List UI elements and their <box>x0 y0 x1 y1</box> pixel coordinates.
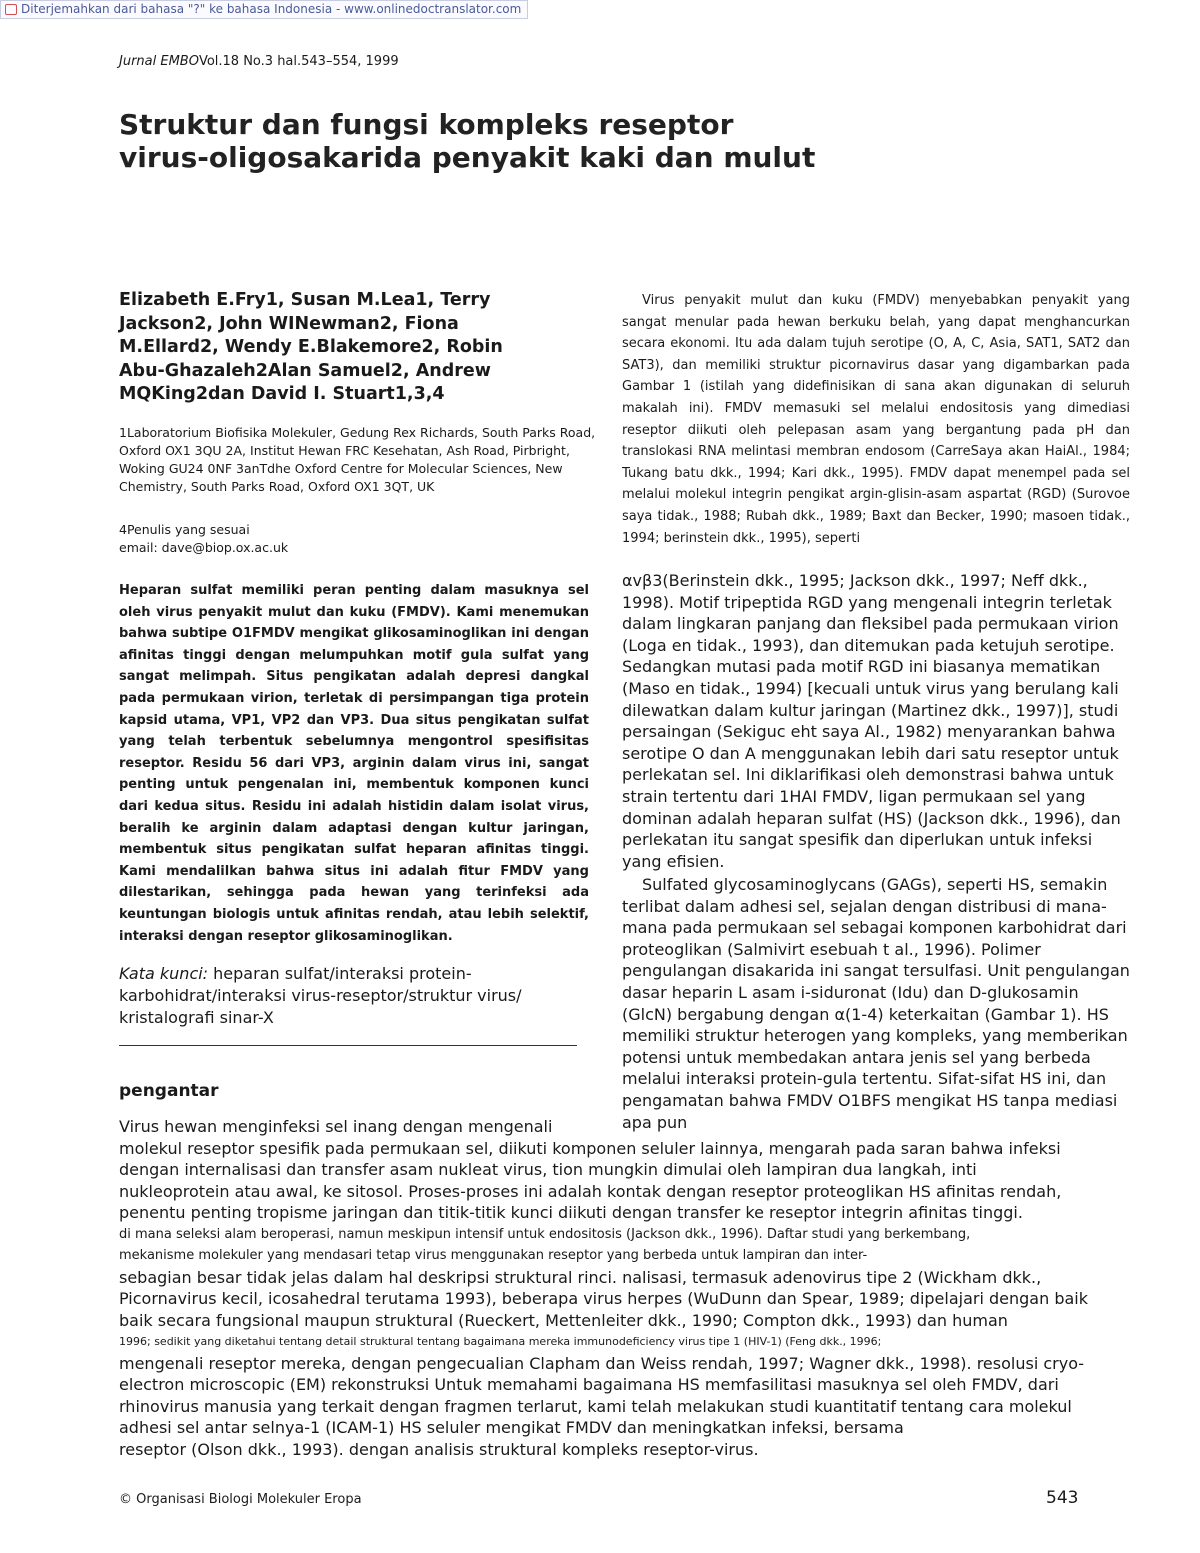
right-column-paragraph-1: Virus penyakit mulut dan kuku (FMDV) menyebabkan penyakit yang sangat menular pada hewan berkuku belah, yang dapat menghancurkan secara ekonomi. Itu ada dalam tujuh serotipe (O, A, C, Asia, SAT1, SAT2 dan SAT3), dan memiliki struktur picornavirus dasar yang digambarkan pada Gambar 1 (istilah yang didefinisikan di sana akan digunakan di seluruh makalah ini). FMDV memasuki sel melalui endositosis yang dimediasi reseptor diikuti oleh pelepasan asam yang bergantung pada pH dan translokasi RNA melintasi membran endosom (CarreSaya akan HaiAl., 1984; Tukang batu dkk., 1994; Kari dkk., 1995). FMDV dapat menempel pada sel melalui molekul integrin pengikat argin-glisin-asam aspartat (RGD) (Surovoe saya tidak., 1988; Rubah dkk., 1989; Baxt dan Becker, 1990; masoen tidak., 1994; berinstein dkk., 1995), seperti <box>622 293 1130 546</box>
journal-name: Jurnal EMBO <box>119 54 199 69</box>
keywords-label: Kata kunci: <box>119 964 209 983</box>
page-number: 543 <box>1046 1488 1079 1508</box>
abstract: Heparan sulfat memiliki peran penting dalam masuknya sel oleh virus penyakit mulut dan kuku (FMDV). Kami menemukan bahwa subtipe O1FMDV mengikat glikosaminoglikan ini dengan afinitas tinggi dengan melumpuhkan motif gula sulfat yang sangat melimpah. Situs pengikatan adalah depresi dangkal pada permukaan virion, terletak di persimpangan tiga protein kapsid utama, VP1, VP2 dan VP3. Dua situs pengikatan sulfat yang telah terbentuk sebelumnya mengontrol spesifisitas reseptor. Residu 56 dari VP3, arginin dalam virus ini, sangat penting untuk pengenalan ini, membentuk komponen kunci dari kedua situs. Residu ini adalah histidin dalam isolat virus, beralih ke arginin dalam adaptasi dengan kultur jaringan, membentuk situs pengikatan sulfat heparan afinitas tinggi. Kami mendalilkan bahwa situs ini adalah fitur FMDV yang dilestarikan, sehingga pada hewan yang terinfeksi ada keuntungan biologis untuk afinitas rendah, atau lebih selektif, interaksi dengan reseptor glikosaminoglikan. <box>119 583 589 944</box>
journal-volume: Vol.18 No.3 hal.543–554, 1999 <box>198 54 399 69</box>
body-line: reseptor (Olson dkk., 1993). dengan analisis struktural kompleks reseptor-virus. <box>119 1439 759 1459</box>
section-heading-introduction: pengantar <box>119 1081 219 1101</box>
translator-banner[interactable] <box>0 0 528 19</box>
author-list: Elizabeth E.Fry1, Susan M.Lea1, Terry Jackson2, John WINewman2, Fiona M.Ellard2, Wendy E.Blakemore2, Robin Abu-Ghazaleh2Alan Samuel2, Andrew MQKing2dan David I. Stuart1,3,4 <box>119 290 503 404</box>
body-line: sebagian besar tidak jelas dalam hal deskripsi struktural rinci. nalisasi, termasuk adenovirus tipe 2 (Wickham dkk., <box>119 1267 1042 1287</box>
right-column-paragraph-1-cont: αvβ3(Berinstein dkk., 1995; Jackson dkk., 1997; Neff dkk., 1998). Motif tripeptida RGD yang mengenali integrin terletak dalam lingkaran panjang dan fleksibel pada permukaan virion (Loga en tidak., 1993), dan ditemukan pada ketujuh serotipe. Sedangkan mutasi pada motif RGD ini biasanya mematikan (Maso en tidak., 1994) [kecuali untuk virus yang berulang kali dilewatkan dalam kultur jaringan (Martinez dkk., 1997)], studi persaingan (Sekiguc eht saya Al., 1982) menyarankan bahwa serotipe O dan A menggunakan lebih dari satu reseptor untuk perlekatan sel. Ini diklarifikasi oleh demonstrasi bahwa untuk strain tertentu dari 1HAI FMDV, ligan permukaan sel yang dominan adalah heparan sulfat (HS) (Jackson dkk., 1996), dan perlekatan itu sangat spesifik dan diperlukan untuk infeksi yang efisien. <box>622 571 1121 871</box>
keywords <box>119 963 589 1029</box>
body-line: baik secara fungsional maupun struktural (Rueckert, Mettenleiter dkk., 1990; Compton dkk., 1993) dan human <box>119 1310 1008 1330</box>
body-line: rhinovirus manusia yang terkait dengan fragmen terlarut, kami telah melakukan studi kuantitatif tentang cara molekul <box>119 1396 1072 1416</box>
keywords-text: heparan sulfat/interaksi protein-karbohidrat/interaksi virus-reseptor/struktur virus/ kristalografi sinar-X <box>119 964 522 1027</box>
body-line: penentu penting tropisme jaringan dan titik-titik kunci diikuti dengan transfer ke reseptor integrin afinitas tinggi. <box>119 1203 1023 1222</box>
body-line: dengan internalisasi dan transfer asam nukleat virus, tion mungkin dimulai oleh lampiran dua langkah, inti <box>119 1160 977 1179</box>
paper-title: Struktur dan fungsi kompleks reseptor virus-oligosakarida penyakit kaki dan mulut <box>119 108 816 174</box>
merged-body-text <box>119 1116 1119 1460</box>
body-line: nukleoprotein atau awal, ke sitosol. Proses-proses ini adalah kontak dengan reseptor proteoglikan HS afinitas rendah, <box>119 1181 1062 1201</box>
banner-text: Diterjemahkan dari bahasa "?" ke bahasa Indonesia - www.onlinedoctranslator.com <box>21 2 522 16</box>
body-line: Virus hewan menginfeksi sel inang dengan mengenali <box>119 1117 553 1136</box>
right-column-paragraph-2: Sulfated glycosaminoglycans (GAGs), seperti HS, semakin terlibat dalam adhesi sel, sejalan dengan distribusi di mana-mana pada permukaan sel sebagai komponen karbohidrat dari proteoglikan (Salmivirt esebuah t al., 1996). Polimer pengulangan disakarida ini sangat tersulfasi. Unit pengulangan dasar heparin L asam i-siduronat (Idu) dan D-glukosamin (GlcN) bergabung dengan α(1-4) keterkaitan (Gambar 1). HS memiliki struktur heterogen yang kompleks, yang memberikan potensi untuk membedakan antara jenis sel yang berbeda melalui interaksi protein-gula tertentu. Sifat-sifat HS ini, dan pengamatan bahwa FMDV O1BFS mengikat HS tanpa mediasi apa pun <box>622 875 1130 1132</box>
body-line: electron microscopic (EM) rekonstruksi Untuk memahami bagaimana HS memfasilitasi masuknya sel oleh FMDV, dari <box>119 1375 1059 1394</box>
body-line: molekul reseptor spesifik pada permukaan sel, diikuti komponen seluler lainnya, mengarah pada saran bahwa infeksi <box>119 1138 1061 1158</box>
copyright: © Organisasi Biologi Molekuler Eropa <box>119 1492 362 1507</box>
corresponding-label: 4Penulis yang sesuai <box>119 522 250 537</box>
body-line: Picornavirus kecil, icosahedral terutama 1993), beberapa virus herpes (WuDunn dan Spear, 1989; dipelajari dengan baik <box>119 1289 1089 1308</box>
body-line: mekanisme molekuler yang mendasari tetap virus menggunakan reseptor yang berbeda untuk lampiran dan inter- <box>119 1248 868 1263</box>
body-line: 1996; sedikit yang diketahui tentang detail struktural tentang bagaimana mereka immunodeficiency virus tipe 1 (HIV-1) (Feng dkk., 1996; <box>119 1335 882 1348</box>
journal-citation <box>119 54 399 69</box>
divider <box>119 1045 577 1046</box>
body-line: mengenali reseptor mereka, dengan pengecualian Clapham dan Weiss rendah, 1997; Wagner dkk., 1998). resolusi cryo- <box>119 1353 1085 1373</box>
corresponding-author <box>119 521 599 557</box>
body-line: adhesi sel antar selnya-1 (ICAM-1) HS seluler mengikat FMDV dan meningkatkan infeksi, bersama <box>119 1418 904 1437</box>
corresponding-email: email: dave@biop.ox.ac.uk <box>119 540 289 555</box>
translate-icon <box>5 4 17 15</box>
body-line: di mana seleksi alam beroperasi, namun meskipun intensif untuk endositosis (Jackson dkk., 1996). Daftar studi yang berkembang, <box>119 1226 971 1242</box>
affiliations: 1Laboratorium Biofisika Molekuler, Gedung Rex Richards, South Parks Road, Oxford OX1 3QU 2A, Institut Hewan FRC Kesehatan, Ash Road, Pirbright, Woking GU24 0NF 3anTdhe Oxford Centre for Molecular Sciences, New Chemistry, South Parks Road, Oxford OX1 3QT, UK <box>119 425 596 494</box>
